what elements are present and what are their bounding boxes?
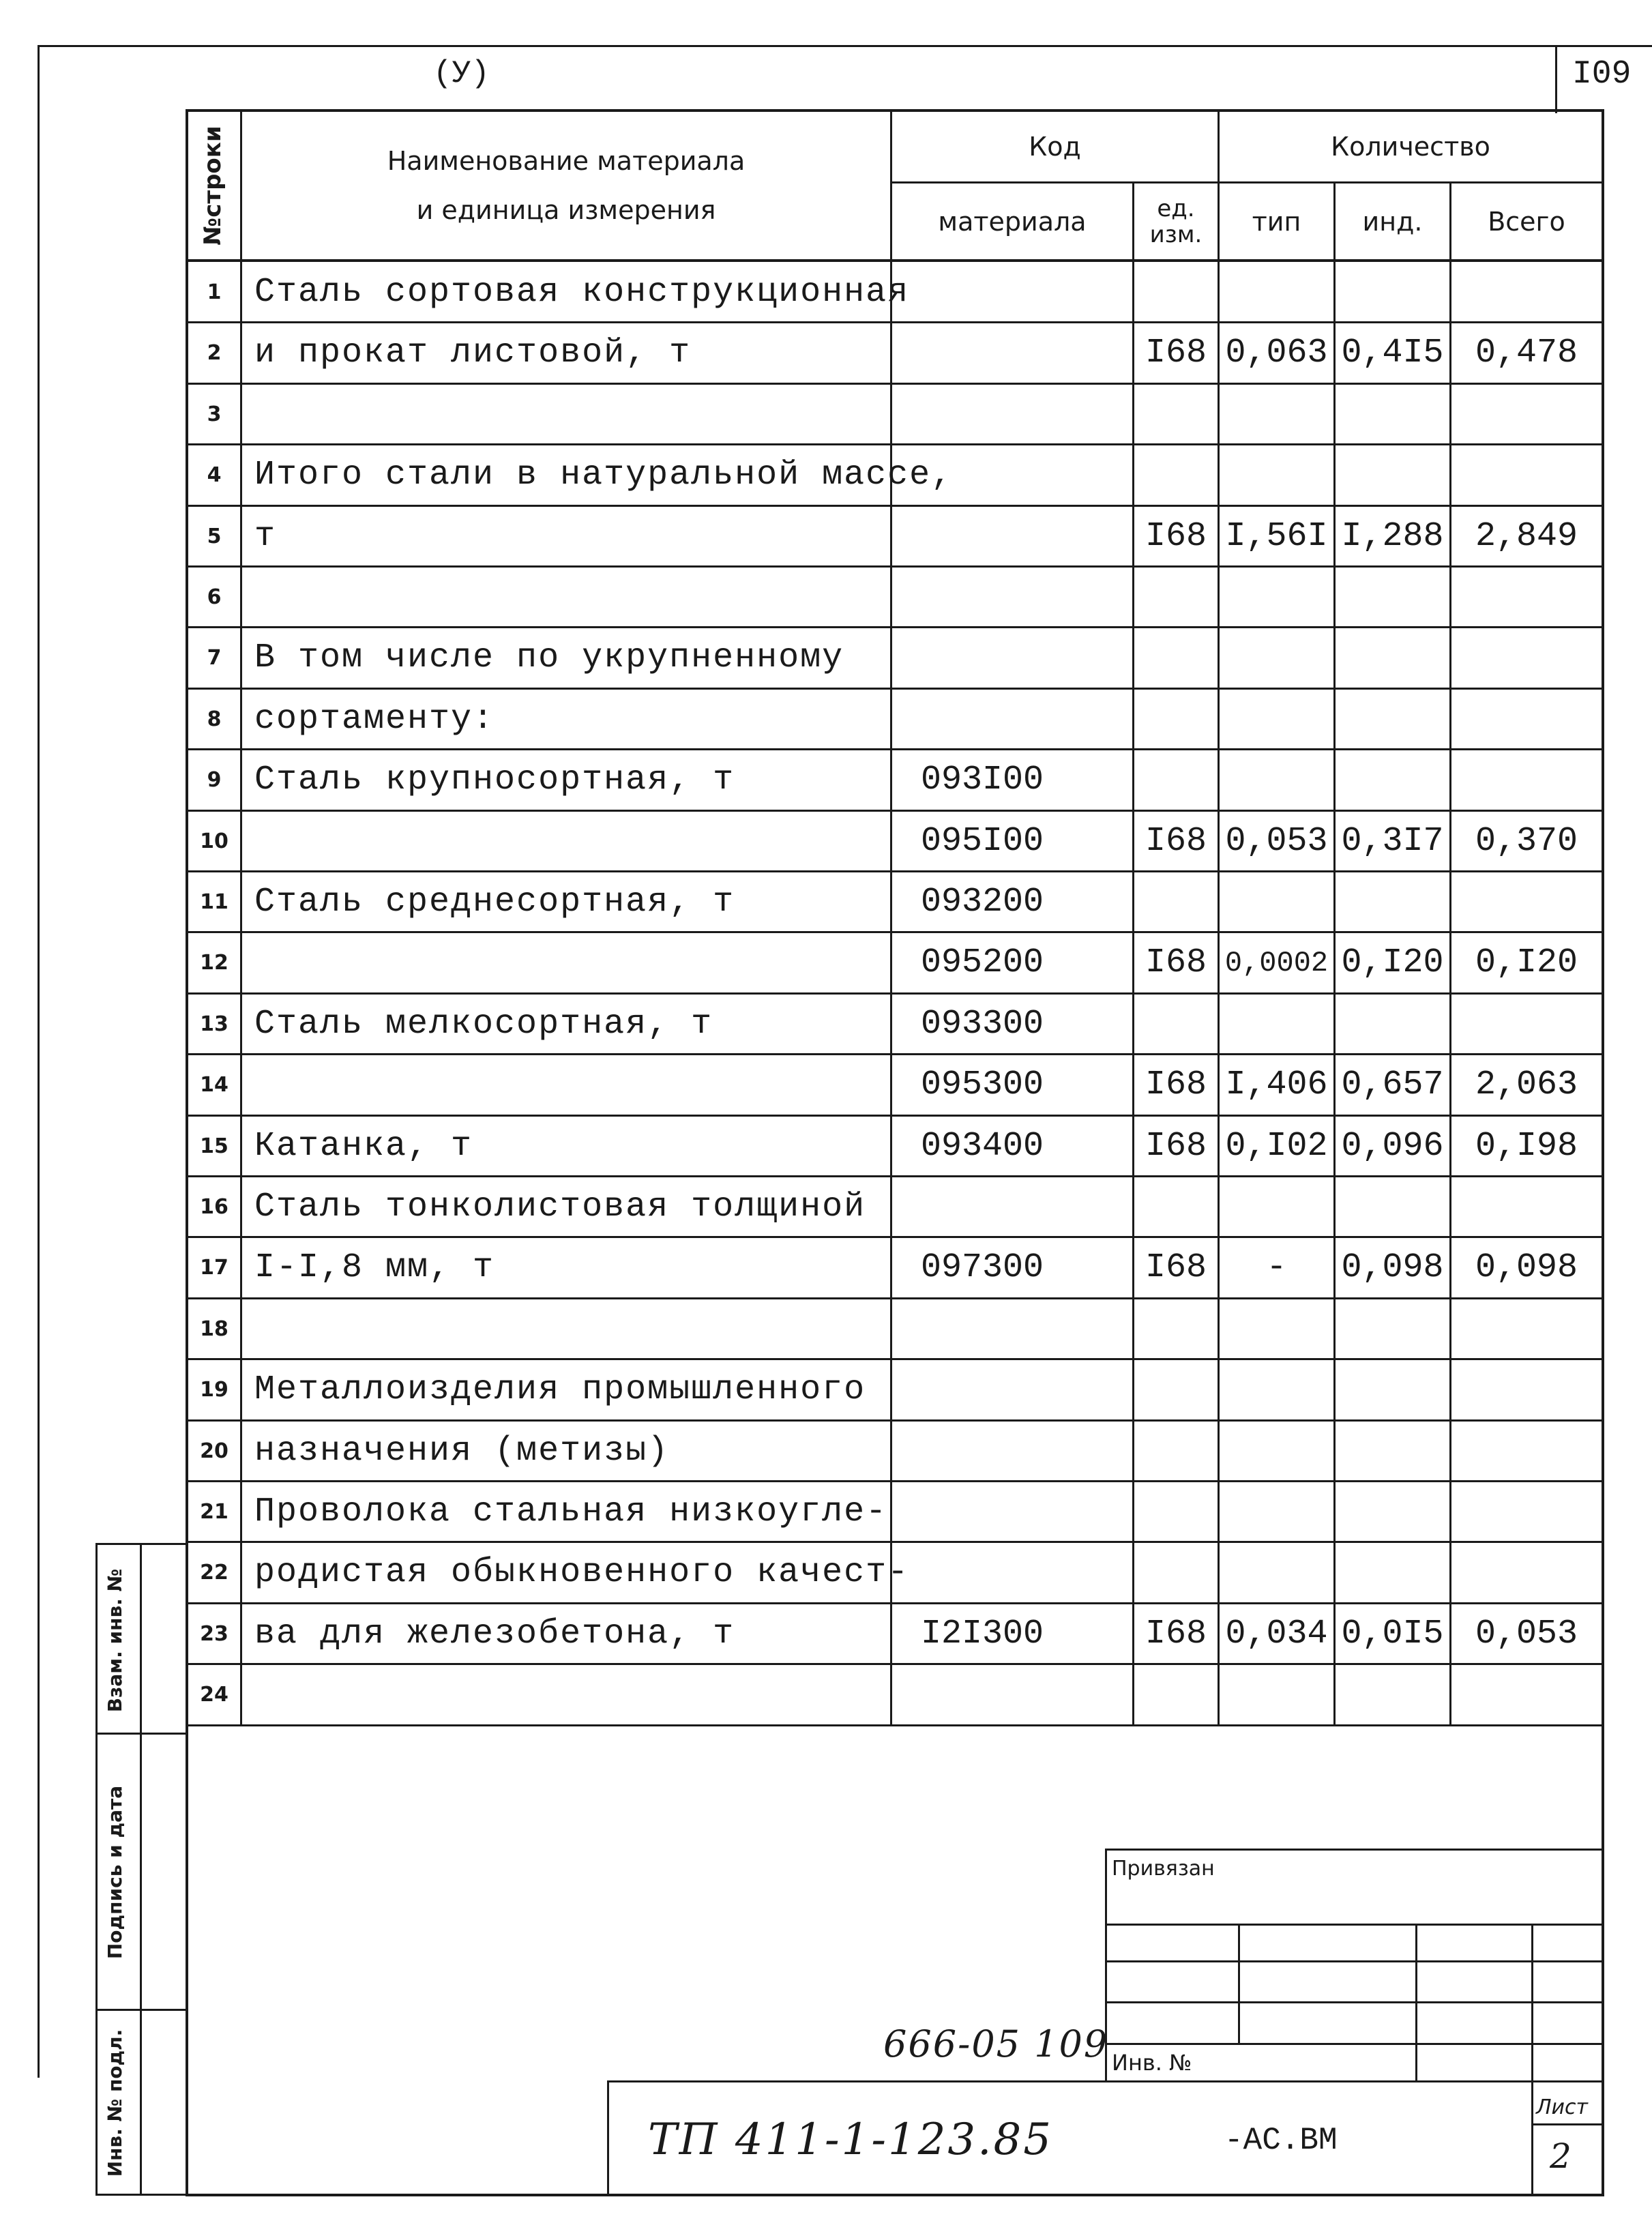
qty-total: 0,I98 [1475, 1127, 1578, 1166]
material-code [892, 1299, 1161, 1359]
unit-code: I68 [1145, 334, 1207, 372]
qty-typ [1220, 1177, 1333, 1237]
stamp-handwritten-ref: 666-05 109 [883, 2022, 1109, 2065]
row-number: 16 [200, 1195, 228, 1219]
qty-ind: 0,096 [1341, 1127, 1444, 1166]
material-code [892, 1177, 1161, 1237]
unit-code: I68 [1145, 1065, 1207, 1104]
row-number: 20 [200, 1439, 228, 1463]
qty-ind [1336, 750, 1449, 810]
material-name: назначения (метизы) [254, 1432, 670, 1471]
material-name: ва для железобетона, т [254, 1615, 735, 1653]
page-number: I09 [1572, 56, 1632, 93]
material-name: сортаменту: [254, 700, 495, 739]
qty-typ [1220, 445, 1333, 505]
qty-ind: 0,657 [1341, 1065, 1444, 1104]
row-number: 24 [200, 1683, 228, 1707]
binding-strip-left [95, 1543, 98, 2194]
material-name: Металлоизделия промышленного [254, 1370, 866, 1409]
qty-total [1451, 872, 1602, 932]
qty-ind: 0,3I7 [1341, 822, 1444, 861]
main-frame-right [1602, 109, 1604, 2196]
unit-code [1134, 1542, 1218, 1603]
material-code [892, 262, 1161, 323]
row-number: 15 [200, 1134, 228, 1158]
material-code: 093I00 [921, 761, 1044, 799]
qty-typ [1220, 1359, 1333, 1420]
material-name: Итого стали в натуральной массе, [254, 456, 954, 495]
row-number: 3 [207, 402, 222, 426]
material-code [892, 323, 1161, 383]
material-code [892, 445, 1161, 505]
col-header-code: Код [1029, 132, 1081, 162]
qty-typ [1220, 384, 1333, 445]
qty-total [1451, 567, 1602, 628]
qty-total [1451, 689, 1602, 750]
qty-typ [1220, 872, 1333, 932]
qty-total: 0,098 [1475, 1248, 1578, 1287]
stamp-inv-no: Инв. № [1112, 2050, 1192, 2076]
material-name: Проволока стальная низкоугле- [254, 1492, 888, 1531]
qty-typ [1220, 1299, 1333, 1359]
unit-code: I68 [1145, 1127, 1207, 1166]
unit-code [1134, 1177, 1218, 1237]
unit-code [1134, 445, 1218, 505]
qty-total: 0,I20 [1475, 943, 1578, 982]
qty-ind [1336, 628, 1449, 688]
qty-ind [1336, 689, 1449, 750]
material-code: 095I00 [921, 822, 1044, 861]
unit-code [1134, 262, 1218, 323]
qty-typ: I,56I [1225, 517, 1328, 556]
row-number: 4 [207, 463, 222, 487]
stamp-col-3 [1531, 1924, 1533, 2194]
qty-typ: 0,034 [1225, 1615, 1328, 1653]
qty-ind: 0,I20 [1341, 943, 1444, 982]
qty-typ [1220, 689, 1333, 750]
side-label-vzam: Взам. инв. № [104, 1568, 126, 1713]
page-number-divider [1555, 45, 1557, 113]
qty-total [1451, 1299, 1602, 1359]
side-label-inv-podl: Инв. № подл. [104, 2029, 126, 2177]
qty-ind [1336, 1482, 1449, 1542]
qty-typ [1220, 567, 1333, 628]
row-number: 1 [207, 280, 222, 304]
col-header-material: материала [938, 206, 1087, 237]
unit-code: I68 [1145, 1615, 1207, 1653]
material-code: 097300 [921, 1248, 1044, 1287]
row-number: 14 [200, 1073, 228, 1097]
qty-total [1451, 1542, 1602, 1603]
row-number: 10 [200, 829, 228, 853]
qty-ind [1336, 567, 1449, 628]
material-code: 093400 [921, 1127, 1044, 1166]
unit-code: I68 [1145, 822, 1207, 861]
title-strip-left [607, 2080, 609, 2196]
stamp-privyazan: Привязан [1112, 1857, 1215, 1881]
material-name [242, 1055, 902, 1115]
qty-total: 2,849 [1475, 517, 1578, 556]
material-code [892, 1542, 1161, 1603]
qty-typ [1220, 994, 1333, 1055]
unit-code: I68 [1145, 517, 1207, 556]
unit-code: I68 [1145, 943, 1207, 982]
material-code: I2I300 [921, 1615, 1044, 1653]
material-name [242, 1299, 902, 1359]
title-strip-top [607, 2080, 1604, 2082]
unit-code [1134, 1482, 1218, 1542]
material-name [242, 811, 902, 872]
material-name: и прокат листовой, т [254, 334, 692, 372]
material-name [242, 1664, 902, 1725]
stamp-col-1 [1238, 1924, 1240, 2043]
qty-ind: 0,4I5 [1341, 334, 1444, 372]
material-name [242, 567, 902, 628]
qty-typ: - [1266, 1248, 1287, 1287]
qty-typ [1220, 1664, 1333, 1725]
page-frame-left [38, 45, 40, 2078]
qty-typ [1220, 262, 1333, 323]
qty-ind [1336, 1421, 1449, 1482]
row-number: 5 [207, 525, 222, 548]
stamp-top [1105, 1849, 1604, 1851]
row-number: 12 [200, 951, 228, 975]
material-name: Катанка, т [254, 1127, 473, 1166]
col-header-total: Всего [1488, 206, 1565, 237]
unit-code [1134, 384, 1218, 445]
qty-ind [1336, 1299, 1449, 1359]
material-name: Сталь среднесортная, т [254, 883, 735, 922]
qty-ind [1336, 445, 1449, 505]
main-frame-bottom [186, 2194, 1604, 2196]
stamp-line-3 [1105, 2001, 1604, 2003]
col-header-typ: тип [1252, 206, 1301, 237]
unit-code [1134, 1299, 1218, 1359]
qty-ind: I,288 [1341, 517, 1444, 556]
material-code [892, 628, 1161, 688]
unit-code [1134, 628, 1218, 688]
binding-strip-mid [140, 1543, 142, 2194]
material-code: 093300 [921, 1005, 1044, 1044]
sheet-number: 2 [1550, 2136, 1572, 2176]
col-header-row-no: №строки [199, 126, 226, 246]
doc-code: ТП 411-1-123.85 [648, 2115, 1053, 2165]
qty-typ: 0,053 [1225, 822, 1328, 861]
qty-ind [1336, 1542, 1449, 1603]
qty-total [1451, 1664, 1602, 1725]
header-mark: (У) [433, 56, 490, 91]
qty-typ [1220, 1542, 1333, 1603]
row-number: 18 [200, 1317, 228, 1341]
qty-ind [1336, 872, 1449, 932]
material-name: т [254, 517, 277, 556]
material-name [242, 932, 902, 993]
qty-total [1451, 1482, 1602, 1542]
unit-code [1134, 567, 1218, 628]
row-number: 7 [207, 646, 222, 670]
material-name: I-I,8 мм, т [254, 1248, 495, 1287]
qty-ind [1336, 994, 1449, 1055]
row-number: 9 [207, 768, 222, 792]
unit-code: I68 [1145, 1248, 1207, 1287]
unit-code [1134, 689, 1218, 750]
qty-total: 2,063 [1475, 1065, 1578, 1104]
qty-ind [1336, 1664, 1449, 1725]
stamp-col-2 [1415, 1924, 1417, 2080]
side-label-podpis: Подпись и дата [104, 1785, 126, 1960]
material-code [892, 1421, 1161, 1482]
material-name: В том числе по укрупненному [254, 638, 844, 677]
qty-typ: 0,0002 [1224, 946, 1329, 980]
col-header-qty: Количество [1331, 132, 1490, 162]
material-code [892, 567, 1161, 628]
row-number: 23 [200, 1622, 228, 1646]
qty-typ: I,406 [1225, 1065, 1328, 1104]
qty-total [1451, 262, 1602, 323]
material-name [242, 384, 902, 445]
row-number: 2 [207, 341, 222, 365]
qty-ind [1336, 262, 1449, 323]
qty-typ: 0,I02 [1225, 1127, 1328, 1166]
sheet-label-line [1531, 2123, 1604, 2125]
row-number: 22 [200, 1561, 228, 1585]
unit-code [1134, 1421, 1218, 1482]
stamp-line-1 [1105, 1924, 1604, 1926]
material-code [892, 1664, 1161, 1725]
qty-ind [1336, 1177, 1449, 1237]
sheet-label: Лист [1536, 2095, 1589, 2119]
material-code [892, 1359, 1161, 1420]
unit-code [1134, 1359, 1218, 1420]
qty-ind: 0,0I5 [1341, 1615, 1444, 1653]
col-header-unit: ед. изм. [1149, 194, 1203, 248]
row-number: 8 [207, 707, 222, 731]
col-header-name: Наименование материала и единица измерения [387, 146, 746, 225]
qty-ind: 0,098 [1341, 1248, 1444, 1287]
qty-ind [1336, 384, 1449, 445]
qty-total [1451, 750, 1602, 810]
stamp-line-2 [1105, 1960, 1604, 1962]
qty-typ [1220, 1421, 1333, 1482]
material-code [892, 506, 1161, 567]
qty-total [1451, 384, 1602, 445]
row-number: 17 [200, 1256, 228, 1280]
qty-total [1451, 994, 1602, 1055]
qty-total [1451, 1359, 1602, 1420]
qty-total: 0,053 [1475, 1615, 1578, 1653]
row-number: 21 [200, 1500, 228, 1524]
qty-total: 0,478 [1475, 334, 1578, 372]
qty-typ [1220, 1482, 1333, 1542]
stamp-line-4 [1105, 2043, 1604, 2045]
material-code [892, 384, 1161, 445]
material-code: 093200 [921, 883, 1044, 922]
material-name: Сталь сортовая конструкционная [254, 273, 910, 312]
qty-ind [1336, 1359, 1449, 1420]
unit-code [1134, 1664, 1218, 1725]
material-code [892, 1482, 1161, 1542]
qty-total [1451, 445, 1602, 505]
material-name: родистая обыкновенного качест- [254, 1553, 910, 1592]
material-name: Сталь мелкосортная, т [254, 1005, 713, 1044]
row-number: 11 [200, 890, 228, 914]
col-header-ind: инд. [1362, 206, 1423, 237]
page-frame-top [38, 45, 1652, 47]
material-name: Сталь крупносортная, т [254, 761, 735, 799]
qty-total: 0,370 [1475, 822, 1578, 861]
qty-typ: 0,063 [1225, 334, 1328, 372]
material-code [892, 689, 1161, 750]
qty-typ [1220, 750, 1333, 810]
row-number: 13 [200, 1012, 228, 1036]
unit-code [1134, 750, 1218, 810]
qty-total [1451, 1421, 1602, 1482]
row-number: 6 [207, 585, 222, 609]
material-code: 095300 [921, 1065, 1044, 1104]
qty-total [1451, 1177, 1602, 1237]
qty-total [1451, 628, 1602, 688]
material-code: 095200 [921, 943, 1044, 982]
material-name: Сталь тонколистовая толщиной [254, 1188, 866, 1226]
row-number: 19 [200, 1378, 228, 1402]
qty-typ [1220, 628, 1333, 688]
unit-code [1134, 872, 1218, 932]
unit-code [1134, 994, 1218, 1055]
doc-suffix: -АС.ВМ [1224, 2123, 1338, 2158]
